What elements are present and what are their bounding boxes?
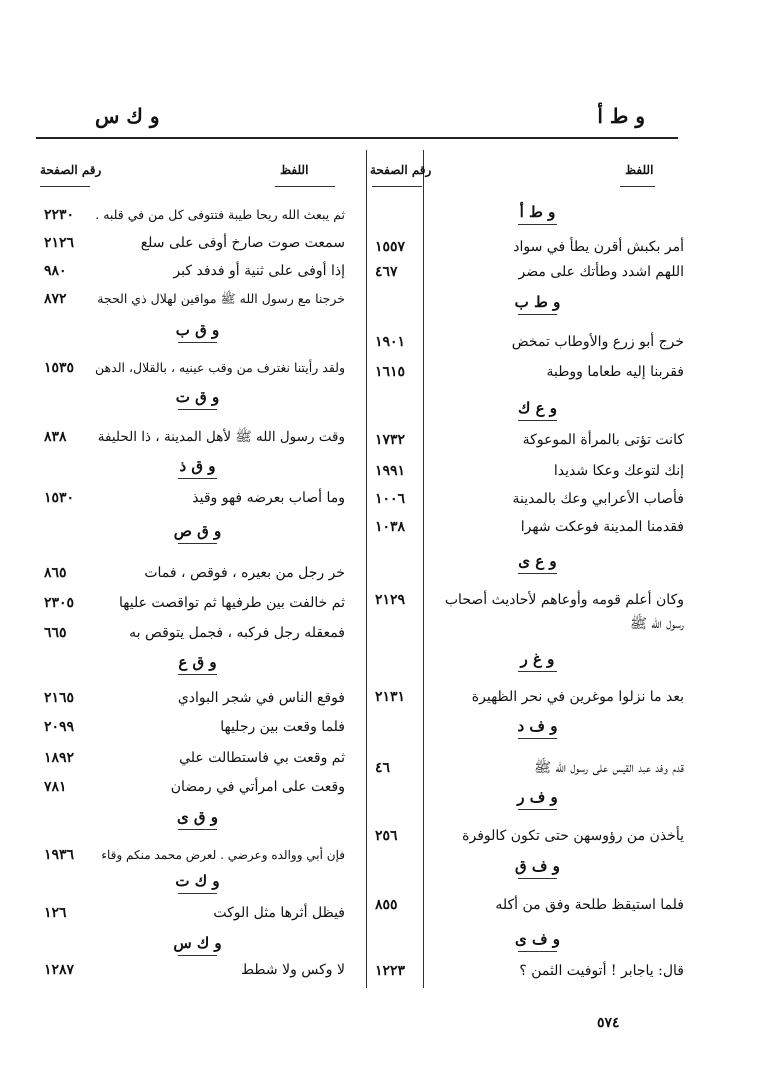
entry-text: رسول الله ﷺ [630,616,684,632]
root-heading: و ق ت [175,388,220,406]
root-heading: و ف ى [515,930,560,948]
entry-page-number: ١٠٠٦ [375,491,406,507]
entry-page-number: ٢٠٩٩ [44,719,75,735]
entry-text: قدم وفد عبد القيس على رسول الله ﷺ [534,760,684,776]
column-separator [366,150,367,988]
entry-text: كانت تؤتى بالمرأة الموعوكة [522,432,684,448]
entry-text: ثم وقعت بي فاستطالت علي [179,750,345,766]
entry-text: اللهم اشدد وطأتك على مضر [518,264,684,280]
root-heading: و ق ى [176,808,219,826]
entry-page-number: ٢١٦٥ [44,690,75,706]
entry-page-number: ١٩٩١ [375,463,406,479]
column-header-word-left: اللفظ [280,163,309,177]
entry-page-number: ٢٢٣٠ [44,207,75,223]
root-rule [518,878,557,879]
entry-page-number: ١٠٣٨ [375,519,406,535]
root-rule [518,573,557,574]
column-header-word-right: اللفظ [625,163,654,177]
entry-text: وقعت على امرأتي في رمضان [170,779,345,795]
root-heading: و ك س [173,934,222,952]
root-heading: و ق ص [173,522,222,540]
root-rule [178,543,217,544]
entry-page-number: ٢٣٠٥ [44,595,75,611]
entry-text: خر رجل من بعيره ، فوقص ، فمات [144,565,345,581]
root-heading: و ف ر [517,788,558,806]
entry-text: لا وكس ولا شطط [241,962,345,978]
entry-page-number: ٩٨٠ [44,263,67,279]
root-heading: و ط ب [514,293,561,311]
root-heading: و ق ب [175,321,220,339]
entry-page-number: ٢٥٦ [375,828,398,844]
entry-text: وكان أعلم قومه وأوعاهم لأحاديث أصحاب [444,592,684,608]
entry-text: قال: ياجابر ! أتوفيت الثمن ؟ [519,963,684,979]
column-separator [423,150,424,988]
root-heading: و ك ت [175,872,220,890]
entry-page-number: ٨٣٨ [44,429,67,445]
column-header-page-left: رقم الصفحة [40,163,102,177]
root-rule [518,738,557,739]
root-heading: و ق ع [178,653,217,671]
root-rule [178,342,217,343]
entry-page-number: ١٢٢٣ [375,963,406,979]
root-rule [178,674,217,675]
entry-page-number: ١٢٦ [44,905,67,921]
entry-text: إنك لتوعك وعكا شديدا [553,463,684,479]
column-header-rule [372,186,422,187]
entry-page-number: ١٥٥٧ [375,239,406,255]
entry-text: ثم خالفت بين طرفيها ثم تواقصت عليها [119,595,345,611]
entry-page-number: ٨٥٥ [375,897,398,913]
root-rule [178,955,217,956]
root-rule [518,671,557,672]
entry-page-number: ٤٦٧ [375,264,398,280]
entry-text: ثم يبعث الله ريحا طيبة فتتوفى كل من في قلبه . [95,207,345,222]
root-heading: و ع ى [518,552,557,570]
running-header-right: و ط أ [597,104,645,128]
entry-text: أمر بكبش أقرن يطأ في سواد [513,239,684,255]
column-header-rule [620,186,655,187]
entry-page-number: ١٦١٥ [375,364,406,380]
header-rule [36,137,678,139]
entry-text: فمعقله رجل فركبه ، فجمل يتوقص به [129,625,345,641]
root-rule [518,420,557,421]
root-heading: و ف د [517,717,558,735]
entry-page-number: ٦٦٥ [44,625,67,641]
root-rule [178,409,217,410]
entry-text: فقربنا إليه طعاما ووطبة [546,364,684,380]
entry-page-number: ١٢٨٧ [44,962,75,978]
entry-text: خرج أبو زرع والأوطاب تمخض [511,334,684,350]
entry-page-number: ١٧٣٢ [375,432,406,448]
entry-text: وما أصاب بعرضه فهو وقيذ [192,490,345,506]
root-rule [518,224,557,225]
entry-page-number: ٨٧٢ [44,291,67,307]
entry-text: فأصاب الأعرابي وعك بالمدينة [512,491,684,507]
entry-page-number: ٢١٣١ [375,689,406,705]
root-heading: و ط أ [519,203,556,221]
root-rule [518,951,557,952]
entry-text: خرجنا مع رسول الله ﷺ موافين لهلال ذي الحجة [97,291,345,306]
entry-page-number: ١٥٣٥ [44,360,75,376]
entry-page-number: ٢١٢٩ [375,592,406,608]
entry-text: إذا أوفى على ثنية أو فدفد كبر [173,263,345,279]
entry-page-number: ٧٨١ [44,779,67,795]
root-rule [178,478,217,479]
entry-text: يأخذن من رؤوسهن حتى تكون كالوفرة [462,828,684,844]
entry-page-number: ١٨٩٢ [44,750,75,766]
entry-page-number: ٢١٢٦ [44,235,75,251]
column-header-rule [275,186,335,187]
column-header-rule [40,186,90,187]
entry-page-number: ١٩٠١ [375,334,406,350]
root-heading: و ع ك [517,399,557,417]
root-heading: و غ ر [520,650,555,668]
entry-page-number: ٨٦٥ [44,565,67,581]
page-number: ٥٧٤ [597,1015,620,1031]
entry-text: فوقع الناس في شجر البوادي [177,690,345,706]
root-rule [178,893,217,894]
column-header-page-right: رقم الصفحة [370,163,432,177]
entry-text: ولقد رأيتنا نغترف من وقب عينيه ، بالقلال، الدهن [95,360,345,375]
entry-text: سمعت صوت صارخ أوفى على سلع [140,235,345,251]
root-heading: و ق ذ [179,457,216,475]
root-rule [518,314,557,315]
root-rule [518,809,557,810]
entry-page-number: ١٩٣٦ [44,847,75,863]
root-heading: و ف ق [515,857,560,875]
entry-page-number: ٤٦ [375,760,391,776]
entry-text: بعد ما نزلوا موغرين في نحر الظهيرة [471,689,684,705]
entry-text: فيظل أثرها مثل الوكت [213,905,345,921]
entry-page-number: ١٥٣٠ [44,490,75,506]
entry-text: فلما وقعت بين رجليها [220,719,345,735]
root-rule [178,829,217,830]
entry-text: فلما استيقظ طلحة وفق من أكله [495,897,684,913]
entry-text: فقدمنا المدينة فوعكت شهرا [520,519,684,535]
running-header-left: و ك س [95,104,160,128]
entry-text: فإن أبي ووالده وعرضي . لعرض محمد منكم وقاء [101,848,345,862]
entry-text: وقت رسول الله ﷺ لأهل المدينة ، ذا الحليفة [97,429,345,445]
